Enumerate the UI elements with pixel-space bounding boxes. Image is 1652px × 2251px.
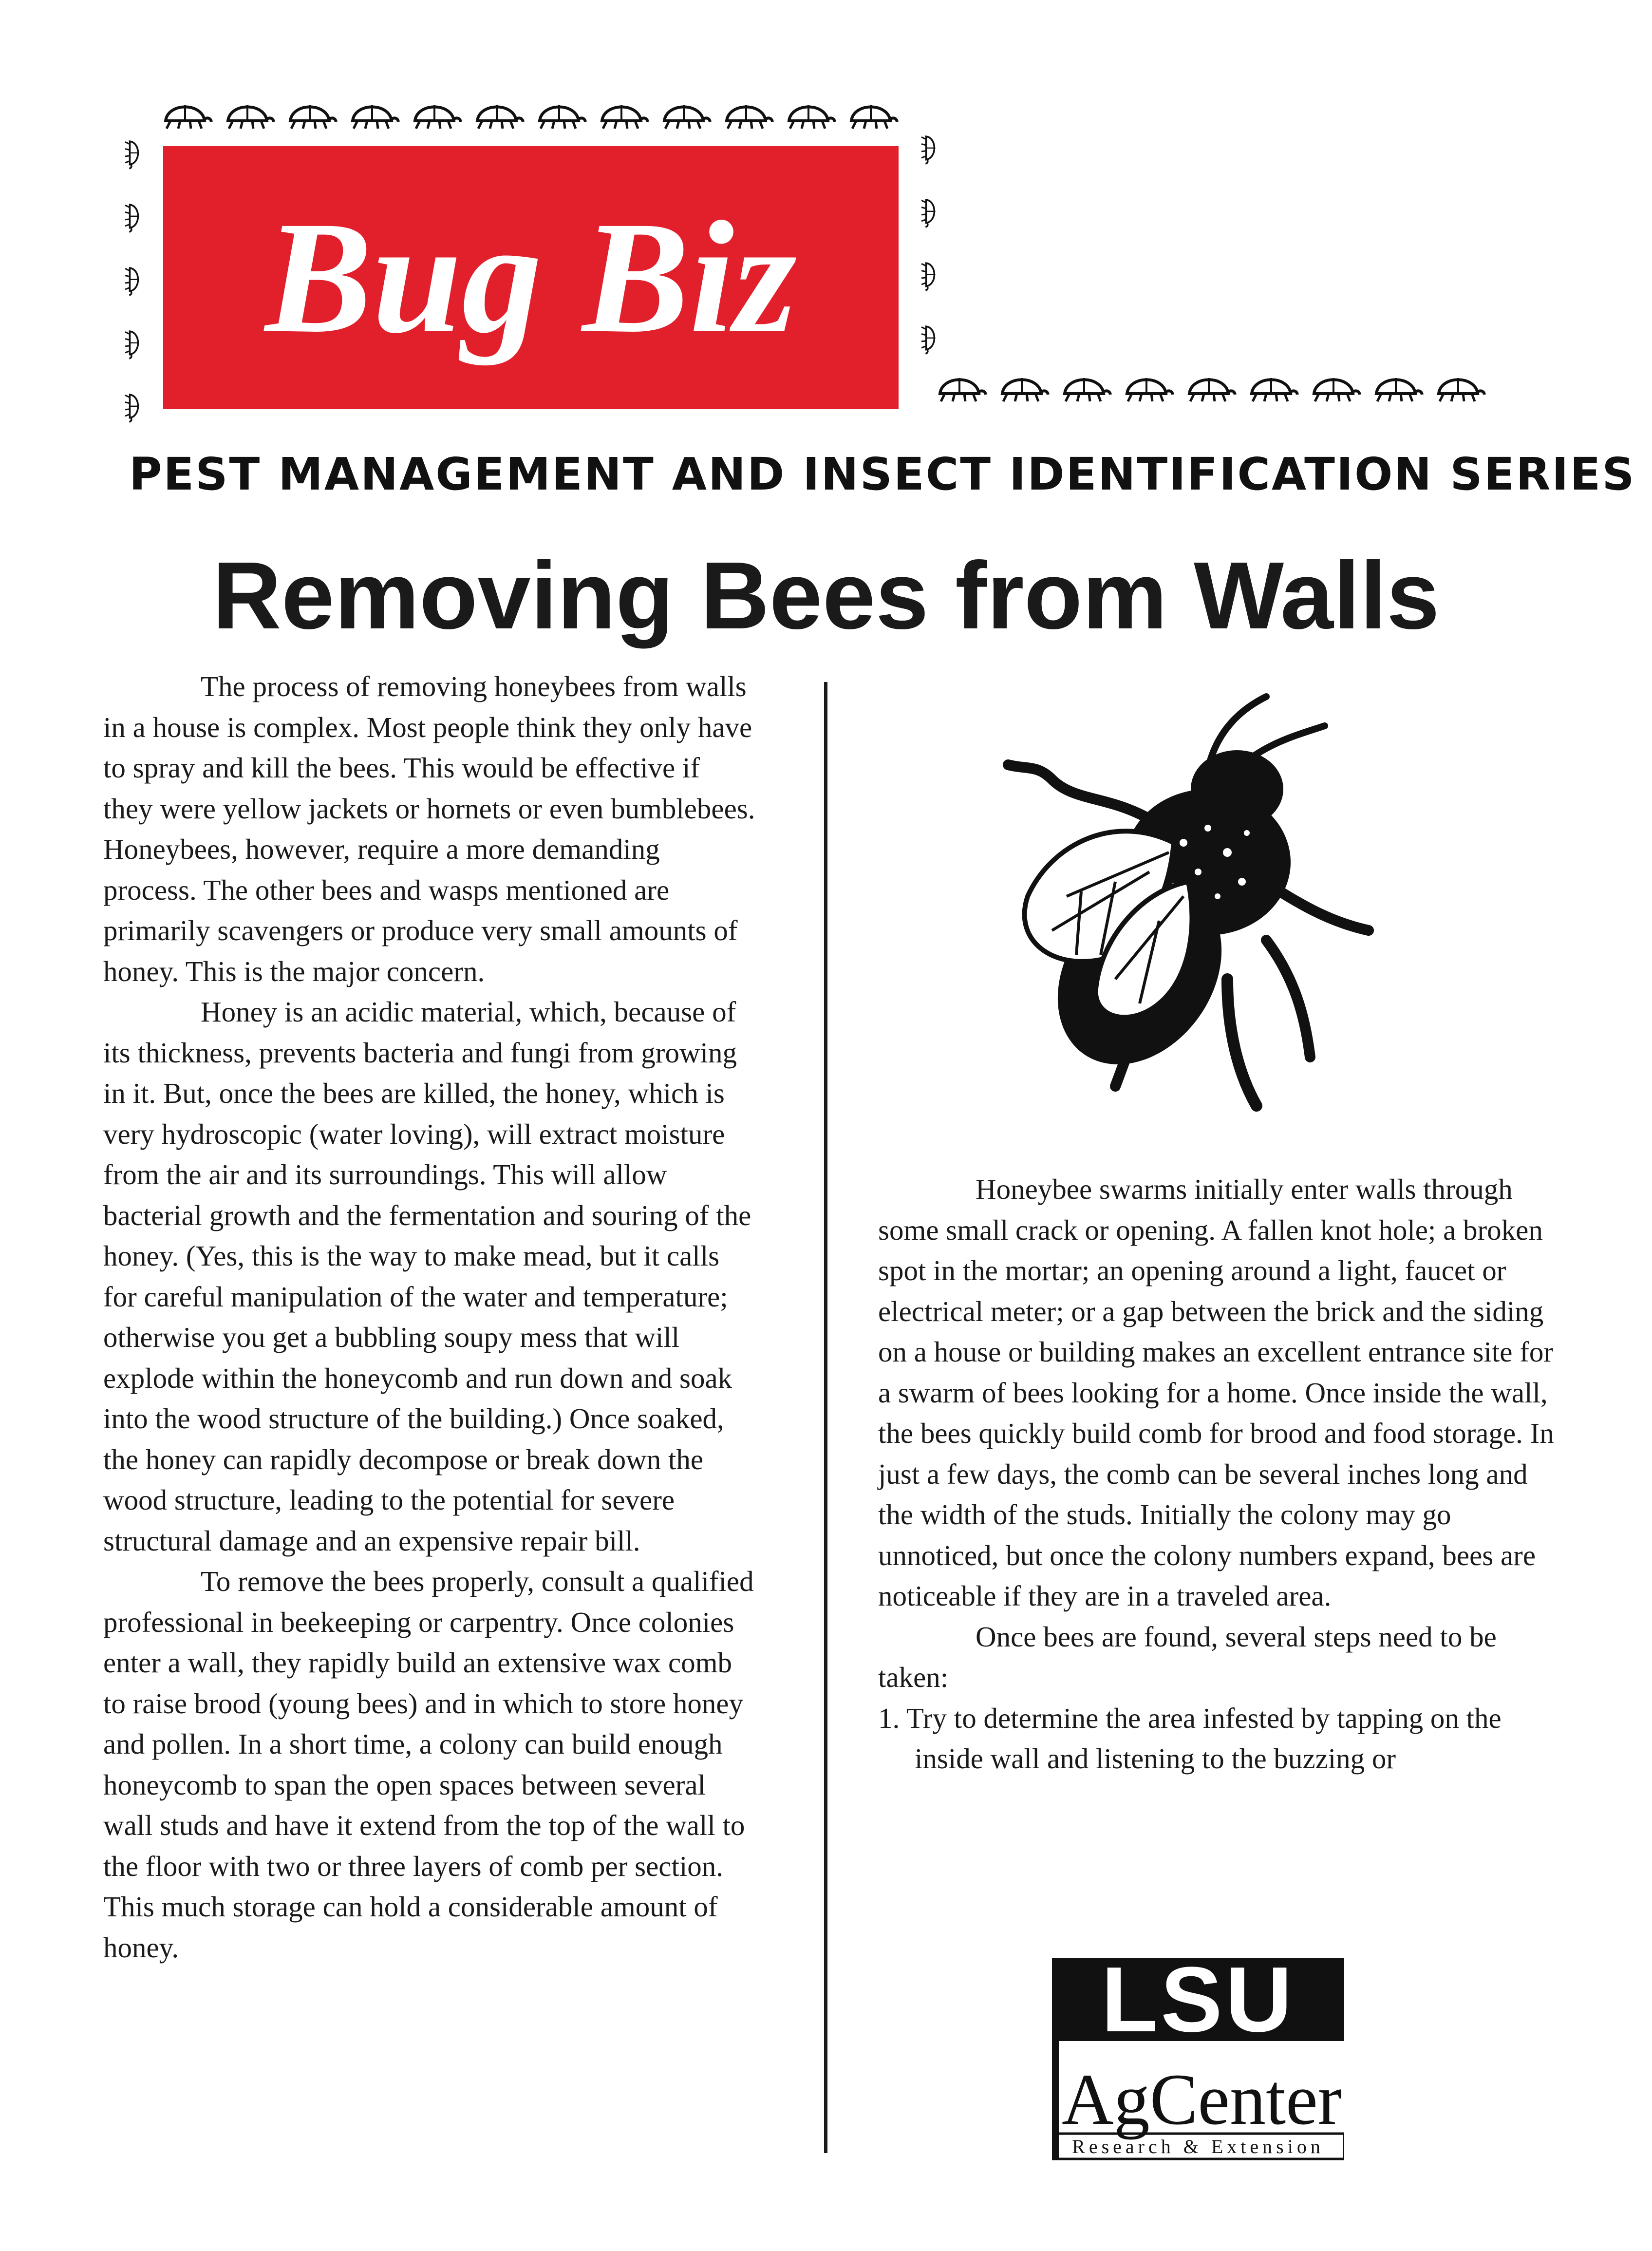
paragraph: Honey is an acidic material, which, because of its thickness, prevents bacteria and fungi from growing in it. But, once the bees are killed, the honey, which is very hydroscopic (water loving), will extract moisture from the air and its surroundings. This will allow bacterial growth and the fermentation and souring of the honey. (Yes, this is the way to make mead, but it calls for careful manipulation of the water and temperature; otherwise you get a bubbling soupy mess that will explode within the honeycomb and run down and soak into the wood structure of the building.) Once soaked, the honey can rapidly decompose or break down the wood structure, leading to the potential for severe structural damage and an expensive repair bill. bbox=[103, 996, 751, 1557]
ladybug-icon bbox=[906, 112, 940, 170]
ladybug-icon bbox=[993, 370, 1050, 404]
page-title: Removing Bees from Walls bbox=[212, 542, 1440, 649]
ladybug-icon bbox=[1242, 370, 1299, 404]
series-heading: PEST MANAGEMENT AND INSECT IDENTIFICATION SERIES bbox=[129, 448, 1636, 500]
ladybug-icon bbox=[906, 175, 940, 233]
lsu-agcenter-logo bbox=[1052, 1958, 1344, 2160]
ladybug-border-top bbox=[156, 97, 904, 132]
ladybug-icon bbox=[842, 97, 899, 132]
ladybug-icon bbox=[1180, 370, 1237, 404]
paragraph: Honeybee swarms initially enter walls through some small crack or opening. A fallen knot hole; a broken spot in the mortar; an opening around a light, faucet or electrical meter; or a gap between the brick and the siding on a house or building makes an excellent entrance site for a swarm of bees looking for a home. Once inside the wall, the bees quickly build comb for brood and food storage. In just a few days, the comb can be several inches long and the width of the studs. Initially the colony may go unnoticed, but once the colony numbers expand, bees are noticeable if they are in a traveled area. bbox=[878, 1173, 1554, 1612]
ladybug-border-left bbox=[110, 117, 144, 434]
masthead bbox=[107, 97, 1505, 438]
ladybug-icon bbox=[343, 97, 400, 132]
ladybug-icon bbox=[930, 370, 988, 404]
right-column bbox=[878, 1169, 1555, 1779]
ladybug-icon bbox=[779, 97, 837, 132]
ladybug-icon bbox=[592, 97, 650, 132]
ladybug-icon bbox=[405, 97, 463, 132]
ladybug-icon bbox=[110, 307, 144, 364]
logo-agcenter-text: AgCenter bbox=[1062, 2059, 1342, 2140]
bug-biz-wordmark bbox=[163, 146, 899, 409]
ladybug-icon bbox=[1117, 370, 1175, 404]
left-column bbox=[103, 666, 756, 1968]
ladybug-icon bbox=[468, 97, 525, 132]
ladybug-icon bbox=[1429, 370, 1486, 404]
steps-list bbox=[878, 1698, 1555, 1779]
ladybug-icon bbox=[110, 117, 144, 174]
ladybug-icon bbox=[281, 97, 338, 132]
paragraph: Once bees are found, several steps need to be taken: bbox=[878, 1620, 1497, 1693]
paragraph: To remove the bees properly, consult a qualified professional in beekeeping or carpentry. Once colonies enter a wall, they rapidly build an extensive wax comb to raise brood (young bees) and in which to store honey and pollen. In a short time, a colony can build enough honeycomb to span the open spaces between several wall studs and have it extend from the top of the wall to the floor with two or three layers of comb per section. This much storage can hold a considerable amount of honey. bbox=[103, 1565, 754, 1964]
logo-lsu-text: LSU bbox=[1101, 1958, 1295, 2051]
logo-tagline-text: Research & Extension bbox=[1072, 2136, 1324, 2157]
ladybug-icon bbox=[655, 97, 712, 132]
logo-text: Bug Biz bbox=[265, 189, 797, 366]
ladybug-border-right bbox=[906, 112, 940, 365]
ladybug-icon bbox=[906, 302, 940, 359]
ladybug-icon bbox=[906, 239, 940, 296]
ladybug-icon bbox=[717, 97, 774, 132]
bug-biz-logo bbox=[163, 146, 899, 409]
ladybug-icon bbox=[156, 97, 213, 132]
ladybug-icon bbox=[110, 244, 144, 301]
list-item: 1. Try to determine the area infested by tapping on the inside wall and listening to the buzzing or bbox=[878, 1702, 1502, 1775]
honeybee-illustration bbox=[955, 667, 1393, 1130]
ladybug-icon bbox=[1367, 370, 1424, 404]
ladybug-icon bbox=[1055, 370, 1112, 404]
ladybug-icon bbox=[1304, 370, 1362, 404]
ladybug-icon bbox=[218, 97, 276, 132]
paragraph: The process of removing honeybees from walls in a house is complex. Most people think they only have to spray and kill the bees. This would be effective if they were yellow jackets or hornets or even bumblebees. Honeybees, however, require a more demanding process. The other bees and wasps mentioned are primarily scavengers or produce very small amounts of honey. This is the major concern. bbox=[103, 670, 755, 987]
ladybug-border-bottom bbox=[930, 370, 1491, 404]
ladybug-icon bbox=[110, 180, 144, 238]
ladybug-icon bbox=[530, 97, 587, 132]
ladybug-icon bbox=[110, 370, 144, 428]
column-divider bbox=[824, 682, 827, 2153]
